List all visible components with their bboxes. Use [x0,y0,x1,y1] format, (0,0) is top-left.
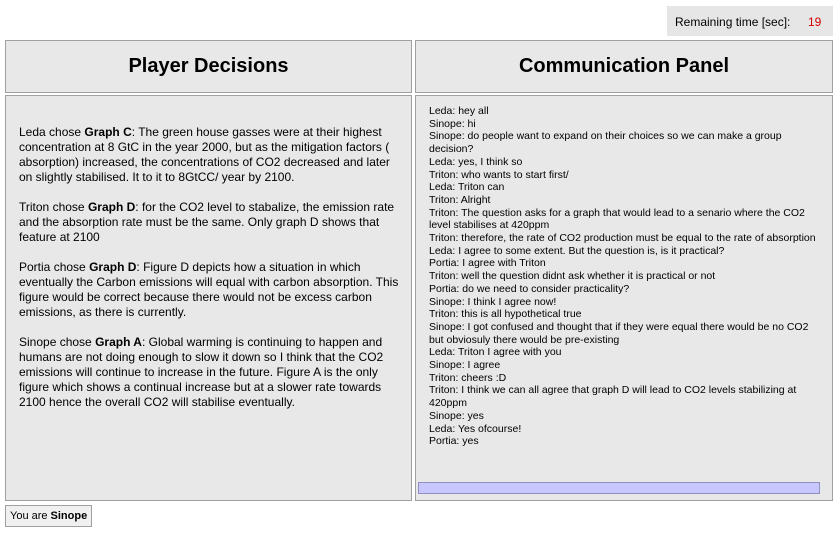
decision-text: : Figure D depicts how a situation in which eventually the Carbon emissions will equal with carbon absorption. This figure would be correct because there would not be excess carbon emissions, as there is currently. [19,260,399,319]
chat-message: Portia: yes [429,435,479,448]
chat-message: Triton: this is all hypothetical true [429,308,582,321]
player-identity-name: Sinope [50,510,88,522]
chat-message: Leda: Triton I agree with you [429,346,562,359]
decision-verb: chose [50,260,90,274]
decision-text: : Global warming is continuing to happen and humans are not doing enough to slow it down so I think that the CO2 emissions will continue to increase in the future. Figure A is the only figure which shows a continual increase but at a slower rate towards 2100 hence the overall CO2 will stabilise eventually. [19,335,384,409]
decision-item [19,260,404,320]
decision-graph: Graph D [89,260,137,274]
decision-graph: Graph D [87,200,136,214]
decision-graph: Graph C [84,125,132,139]
chat-message: Triton: therefore, the rate of CO2 production must be equal to the rate of absorption [429,232,816,245]
decision-item [19,335,404,410]
decision-player: Sinope [19,335,57,349]
remaining-time-display [667,6,833,36]
chat-message: Sinope: yes [429,409,484,422]
chat-message: Sinope: I think I agree now! [429,295,557,308]
chat-message: Leda: I agree to some extent. But the question is, is it practical? [429,244,725,257]
communication-panel-header: Communication Panel [415,40,833,93]
player-decisions-panel [5,95,412,501]
decision-text: : for the CO2 level to stabalize, the emission rate and the absorption rate must be the same. Only graph D shows that feature at 2100 [19,200,395,244]
decision-verb: chose [56,335,96,349]
decisions-list [19,125,404,425]
communication-panel [415,95,833,501]
chat-message: Triton: well the question didnt ask whether it is practical or not [429,270,716,283]
decision-item [19,200,404,245]
remaining-time-label: Remaining time [sec]: [675,15,791,29]
chat-message: Triton: Alright [429,193,491,206]
chat-message: Triton: cheers :D [429,371,507,384]
chat-message: Leda: hey all [429,105,489,117]
chat-message: Sinope: do people want to expand on their choices so we can make a group decision? [429,130,782,156]
remaining-time-value: 19 [808,15,822,29]
decision-player: Leda [19,125,46,139]
chat-message: Triton: who wants to start first/ [429,168,569,181]
decision-verb: chose [49,200,88,214]
chat-message: Leda: Yes ofcourse! [429,422,522,435]
chat-message: Portia: do we need to consider practicality? [429,282,630,295]
decision-player: Portia [19,260,51,274]
decision-item [19,125,404,185]
decision-verb: chose [45,125,85,139]
player-decisions-header: Player Decisions [5,40,412,93]
player-identity-prefix: You are [10,510,48,522]
chat-message: Triton: I think we can all agree that graph D will lead to CO2 levels stabilizing at 420ppm [429,384,797,410]
chat-message: Leda: Triton can [429,181,505,194]
chat-message: Sinope: hi [429,117,476,130]
chat-message: Triton: The question asks for a graph that would lead to a senario where the CO2 level stabilises at 420ppm [429,206,805,232]
chat-log [429,105,824,448]
chat-input[interactable] [418,482,820,494]
player-identity [5,505,92,527]
decision-text: : The green house gasses were at their highest concentration at 8 GtC in the year 2000, but as the mitigation factors ( absorption) increased, the concentrations of CO2 decreased and later on slightly stabilised. It to it to 8GtCC/ year by 2100. [19,125,390,184]
chat-message: Portia: I agree with Triton [429,257,546,270]
chat-message: Sinope: I agree [429,359,501,372]
decision-player: Triton [19,200,50,214]
decision-graph: Graph A [95,335,142,349]
chat-message: Sinope: I got confused and thought that if they were equal there would be no CO2 but obviosuly there would be pre-existing [429,320,809,346]
chat-message: Leda: yes, I think so [429,155,523,168]
